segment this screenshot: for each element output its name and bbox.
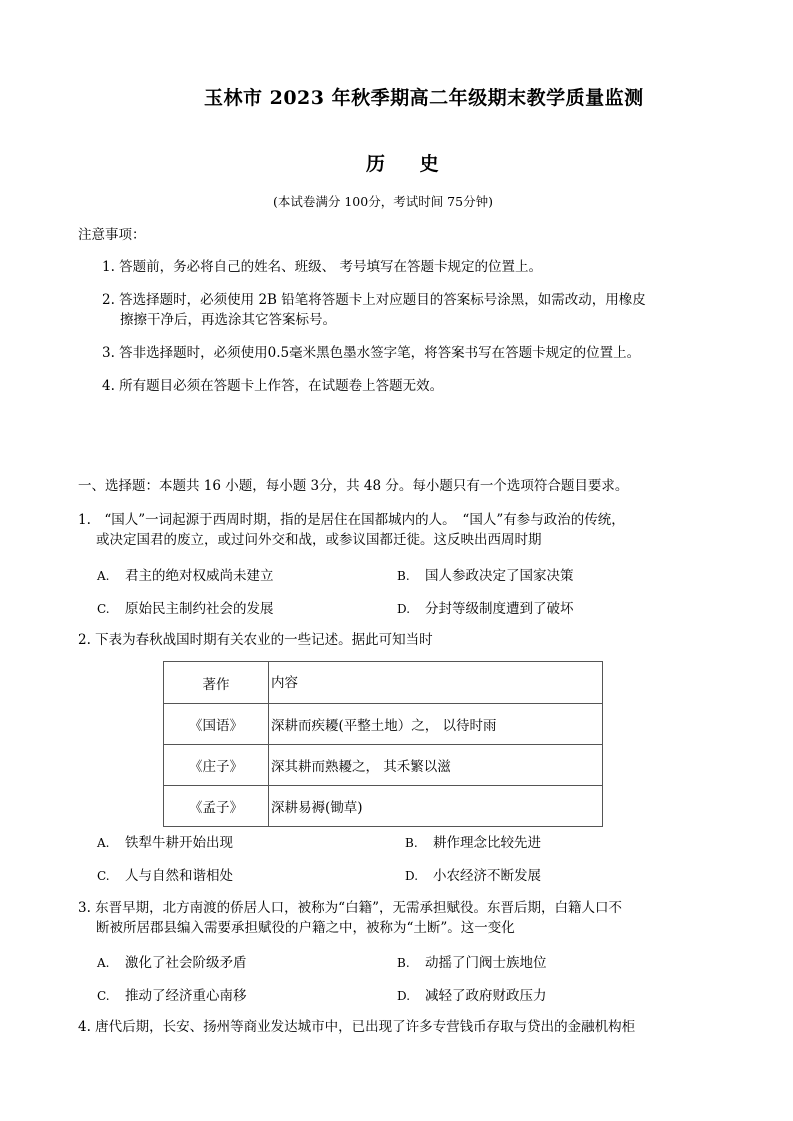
table-row (164, 704, 603, 745)
subject-title: 历 史 (366, 153, 453, 175)
option-b: B. 耕作理念比较先进 (405, 835, 541, 851)
table-cell: 《国语》 (164, 704, 269, 745)
table-row (164, 786, 603, 827)
option-b: B. 国人参政决定了国家决策 (397, 568, 574, 584)
records-table (163, 661, 603, 827)
question-stem: 3. 东晋早期，北方南渡的侨居人口，被称为“白籍”，无需承担赋役。东晋后期，白籍人口不 (78, 900, 622, 916)
table-cell: 《孟子》 (164, 786, 269, 827)
table-cell: 《庄子》 (164, 745, 269, 786)
table-header-row (164, 662, 603, 704)
option-c: C. 原始民主制约社会的发展 (97, 601, 274, 617)
option-d: D. 分封等级制度遭到了破坏 (397, 601, 574, 617)
notice-item: 3. 答非选择题时，必须使用0.5毫米黑色墨水签字笔，将答案书写在答题卡规定的位置上。 (102, 345, 641, 361)
option-c: C. 人与自然和谐相处 (97, 868, 233, 884)
question-stem: 2. 下表为春秋战国时期有关农业的一些记述。据此可知当时 (78, 632, 433, 648)
notice-item: 1. 答题前，务必将自己的姓名、班级、 考号填写在答题卡规定的位置上。 (102, 259, 542, 275)
table-header-cell: 著作 (164, 662, 269, 704)
option-b: B. 动摇了门阀士族地位 (397, 955, 547, 971)
option-a: A. 激化了社会阶级矛盾 (97, 955, 247, 971)
table-row (164, 745, 603, 786)
table-header-cell: 内容 (269, 662, 603, 704)
table-cell: 深其耕而熟耰之， 其禾繁以滋 (269, 745, 603, 786)
option-d: D. 小农经济不断发展 (405, 868, 541, 884)
table-cell: 深耕易褥(锄草) (269, 786, 603, 827)
question-stem: 1. “国人”一词起源于西周时期，指的是居住在国都城内的人。 “国人”有参与政治的传统， (78, 512, 625, 528)
exam-info: (本试卷满分 100分，考试时间 75分钟) (273, 194, 493, 209)
question-stem: 4. 唐代后期，长安、扬州等商业发达城市中，已出现了许多专营钱币存取与贷出的金融机构柜 (78, 1019, 636, 1035)
notice-item: 擦擦干净后，再选涂其它答案标号。 (120, 312, 336, 328)
option-a: A. 铁犁牛耕开始出现 (97, 835, 233, 851)
question-stem: 或决定国君的废立，或过问外交和战，或参议国都迁徙。这反映出西周时期 (96, 532, 542, 548)
question-stem: 断被所居郡县编入需要承担赋役的户籍之中，被称为“土断”。这一变化 (96, 920, 515, 936)
notice-item: 2. 答选择题时，必须使用 2B 铅笔将答题卡上对应题目的答案标号涂黑，如需改动，用橡皮 (102, 292, 646, 308)
section-heading: 一、选择题：本题共 16 小题，每小题 3分，共 48 分。每小题只有一个选项符合题目要求。 (78, 478, 629, 494)
option-c: C. 推动了经济重心南移 (97, 988, 247, 1004)
option-d: D. 减轻了政府财政压力 (397, 988, 547, 1004)
table-cell: 深耕而疾耰(平整土地）之， 以待时雨 (269, 704, 603, 745)
option-a: A. 君主的绝对权威尚未建立 (97, 568, 274, 584)
notice-heading: 注意事项： (78, 227, 146, 243)
exam-title: 玉林市 2023 年秋季期高二年级期末教学质量监测 (204, 87, 644, 109)
notice-item: 4. 所有题目必须在答题卡上作答，在试题卷上答题无效。 (102, 378, 444, 394)
